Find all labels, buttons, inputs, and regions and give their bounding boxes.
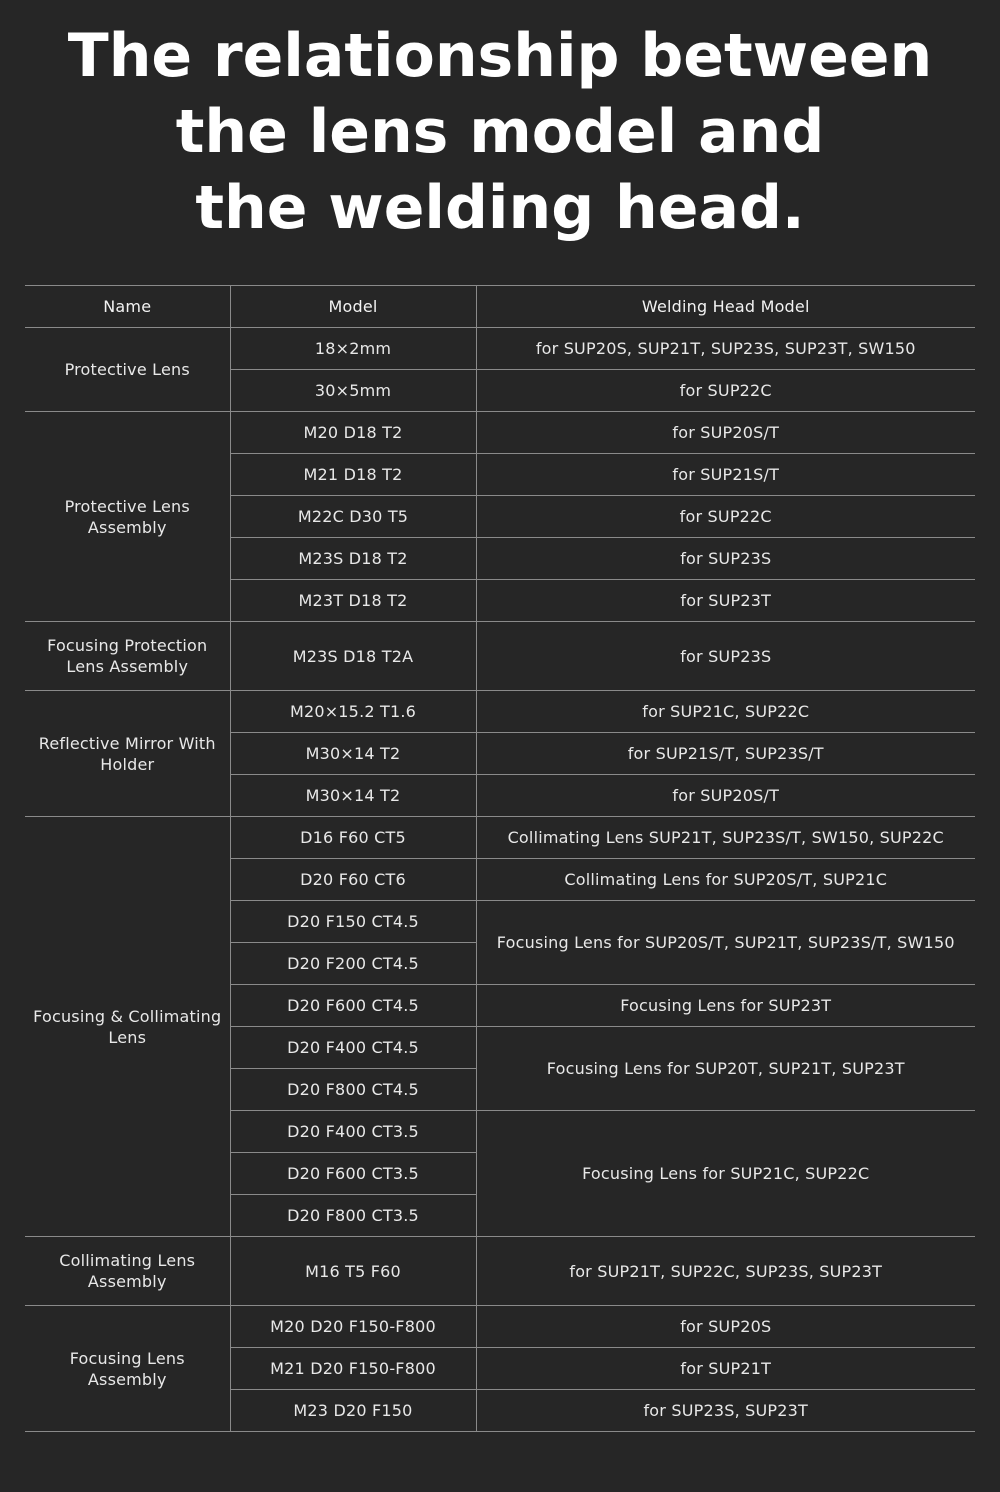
title-line-1: The relationship between [67,21,933,91]
group-name-cell: Collimating Lens Assembly [25,1237,230,1306]
title-line-2: the lens model and [175,97,825,167]
table-row [25,691,975,733]
header-welding-head-model: Welding Head Model [476,286,975,328]
table-row [25,622,975,691]
model-cell: M30×14 T2 [230,775,476,817]
model-cell: M23S D18 T2 [230,538,476,580]
model-cell: M21 D18 T2 [230,454,476,496]
model-cell: M21 D20 F150-F800 [230,1348,476,1390]
head-cell: Focusing Lens for SUP20S/T, SUP21T, SUP23S/T, SW150 [476,901,975,985]
group-name-cell: Focusing & Collimating Lens [25,817,230,1237]
head-cell: for SUP20S [476,1306,975,1348]
model-cell: 30×5mm [230,370,476,412]
head-cell: for SUP21C, SUP22C [476,691,975,733]
model-cell: D20 F400 CT4.5 [230,1027,476,1069]
model-cell: M20×15.2 T1.6 [230,691,476,733]
model-cell: D20 F400 CT3.5 [230,1111,476,1153]
model-cell: M23 D20 F150 [230,1390,476,1432]
page-title [0,18,1000,246]
model-cell: 18×2mm [230,328,476,370]
group-name-cell: Protective Lens [25,328,230,412]
model-cell: D20 F150 CT4.5 [230,901,476,943]
model-cell: M23S D18 T2A [230,622,476,691]
model-cell: D20 F200 CT4.5 [230,943,476,985]
group-name-cell: Focusing Protection Lens Assembly [25,622,230,691]
model-cell: D20 F600 CT3.5 [230,1153,476,1195]
head-cell: for SUP21S/T [476,454,975,496]
model-cell: D20 F800 CT3.5 [230,1195,476,1237]
group-name-cell: Reflective Mirror With Holder [25,691,230,817]
model-cell: M16 T5 F60 [230,1237,476,1306]
model-cell: M30×14 T2 [230,733,476,775]
head-cell: for SUP22C [476,370,975,412]
header-model: Model [230,286,476,328]
head-cell: for SUP23S [476,622,975,691]
table-row [25,328,975,370]
table-row [25,412,975,454]
head-cell: for SUP23T [476,580,975,622]
head-cell: Focusing Lens for SUP21C, SUP22C [476,1111,975,1237]
head-cell: Focusing Lens for SUP23T [476,985,975,1027]
table-row [25,1306,975,1348]
title-line-3: the welding head. [195,173,805,243]
head-cell: for SUP23S, SUP23T [476,1390,975,1432]
head-cell: for SUP21T [476,1348,975,1390]
head-cell: Collimating Lens for SUP20S/T, SUP21C [476,859,975,901]
model-cell: M20 D20 F150-F800 [230,1306,476,1348]
group-name-cell: Protective Lens Assembly [25,412,230,622]
table-row [25,1237,975,1306]
model-cell: D20 F600 CT4.5 [230,985,476,1027]
head-cell: for SUP20S, SUP21T, SUP23S, SUP23T, SW150 [476,328,975,370]
header-name: Name [25,286,230,328]
head-cell: for SUP20S/T [476,775,975,817]
model-cell: D16 F60 CT5 [230,817,476,859]
table-row [25,817,975,859]
head-cell: for SUP21S/T, SUP23S/T [476,733,975,775]
head-cell: for SUP21T, SUP22C, SUP23S, SUP23T [476,1237,975,1306]
head-cell: Collimating Lens SUP21T, SUP23S/T, SW150, SUP22C [476,817,975,859]
table-header-row [25,286,975,328]
model-cell: M20 D18 T2 [230,412,476,454]
model-cell: M22C D30 T5 [230,496,476,538]
model-cell: D20 F800 CT4.5 [230,1069,476,1111]
model-cell: D20 F60 CT6 [230,859,476,901]
model-cell: M23T D18 T2 [230,580,476,622]
head-cell: Focusing Lens for SUP20T, SUP21T, SUP23T [476,1027,975,1111]
head-cell: for SUP22C [476,496,975,538]
head-cell: for SUP23S [476,538,975,580]
lens-compatibility-table [25,285,975,1432]
head-cell: for SUP20S/T [476,412,975,454]
group-name-cell: Focusing Lens Assembly [25,1306,230,1432]
